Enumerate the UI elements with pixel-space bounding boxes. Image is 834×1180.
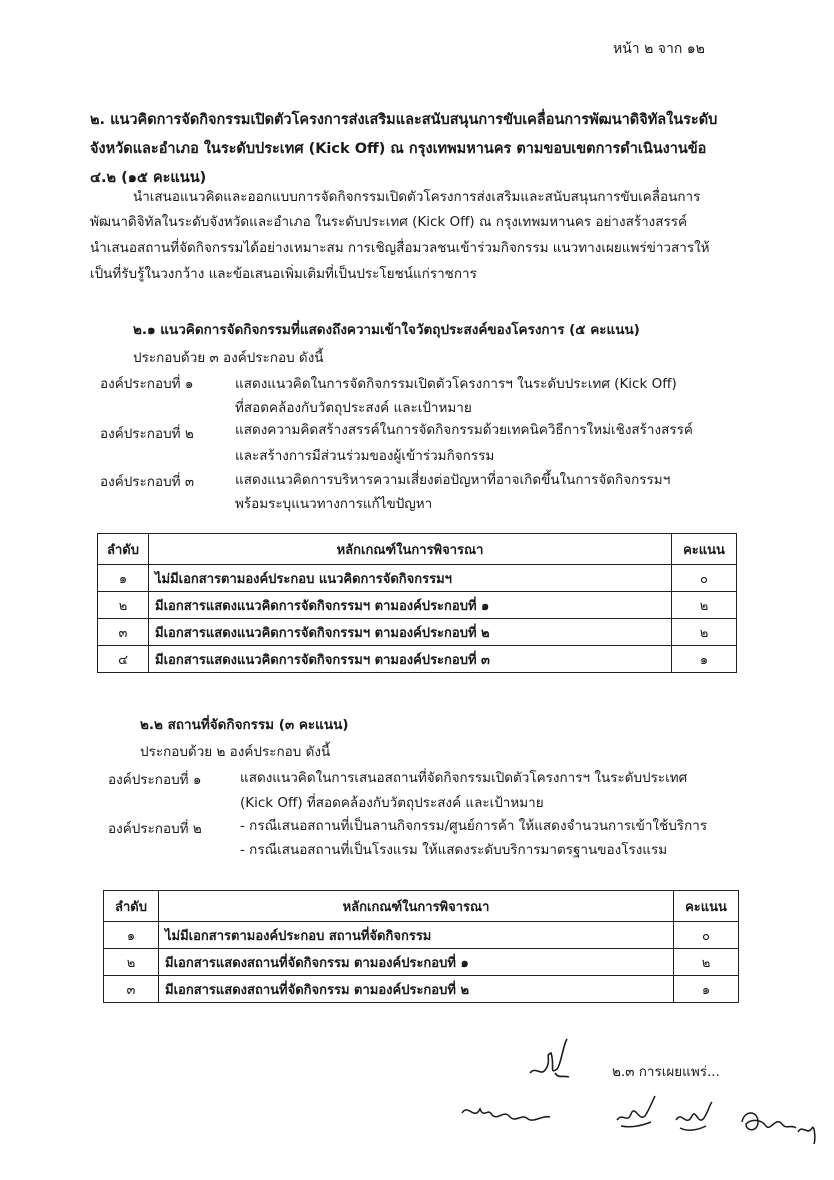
row-score: ๐: [674, 922, 739, 949]
criteria-table-2-1: [97, 533, 737, 673]
table-header: หลักเกณฑ์ในการพิจารณา: [149, 534, 672, 565]
row-score: ๑: [672, 646, 737, 673]
signature: [670, 1098, 715, 1138]
component-label: องค์ประกอบที่ ๒: [100, 426, 194, 442]
intro-line-3: นำเสนอสถานที่จัดกิจกรรมได้อย่างเหมาะสม การเชิญสื่อมวลชนเข้าร่วมกิจกรรม แนวทางเผยแพร่ข่าวสารให้: [90, 240, 710, 256]
signature-initial: [525, 1035, 575, 1085]
row-number: ๑: [104, 922, 159, 949]
page-number: หน้า ๒ จาก ๑๒: [613, 41, 705, 57]
section-heading-line-2: จังหวัดและอำเภอ ในระดับประเทศ (Kick Off) ณ กรุงเทพมหานคร ตามขอบเขตการดำเนินงานข้อ: [90, 141, 707, 157]
signature: [458, 1095, 553, 1135]
component-label: องค์ประกอบที่ ๑: [108, 772, 202, 788]
subsection-2-1-heading: ๒.๑ แนวคิดการจัดกิจกรรมที่แสดงถึงความเข้าใจวัตถุประสงค์ของโครงการ (๕ คะแนน): [133, 322, 640, 338]
row-number: ๓: [104, 976, 159, 1003]
component-label: องค์ประกอบที่ ๑: [100, 376, 194, 392]
intro-line-2: พัฒนาดิจิทัลในระดับจังหวัดและอำเภอ ในระดับประเทศ (Kick Off) ณ กรุงเทพมหานคร อย่างสร้างสรรค์: [90, 214, 688, 230]
table-row: [98, 619, 737, 646]
intro-line-4: เป็นที่รับรู้ในวงกว้าง และข้อเสนอเพิ่มเติมที่เป็นประโยชน์แก่ราชการ: [90, 266, 477, 282]
intro-line-1: นำเสนอแนวคิดและออกแบบการจัดกิจกรรมเปิดตัวโครงการส่งเสริมและสนับสนุนการขับเคลื่อนการ: [133, 189, 701, 205]
row-criterion: มีเอกสารแสดงสถานที่จัดกิจกรรม ตามองค์ประกอบที่ ๑: [159, 949, 674, 976]
subsection-2-2-heading: ๒.๒ สถานที่จัดกิจกรรม (๓ คะแนน): [140, 717, 349, 733]
row-criterion: มีเอกสารแสดงแนวคิดการจัดกิจกรรมฯ ตามองค์ประกอบที่ ๑: [149, 592, 672, 619]
row-score: ๒: [672, 619, 737, 646]
row-criterion: มีเอกสารแสดงสถานที่จัดกิจกรรม ตามองค์ประกอบที่ ๒: [159, 976, 674, 1003]
component-text: และสร้างการมีส่วนร่วมของผู้เข้าร่วมกิจกรรม: [235, 448, 495, 464]
component-text: แสดงแนวคิดในการเสนอสถานที่จัดกิจกรรมเปิดตัวโครงการฯ ในระดับประเทศ: [240, 770, 688, 786]
table-header-row: [104, 891, 739, 922]
table-row: [98, 592, 737, 619]
section-heading-line-3: ๔.๒ (๑๕ คะแนน): [90, 170, 207, 186]
table-header: หลักเกณฑ์ในการพิจารณา: [159, 891, 674, 922]
subsection-2-1-composed-of: ประกอบด้วย ๓ องค์ประกอบ ดังนี้: [133, 350, 324, 366]
row-number: ๒: [104, 949, 159, 976]
row-number: ๒: [98, 592, 149, 619]
table-header: คะแนน: [674, 891, 739, 922]
row-number: ๔: [98, 646, 149, 673]
row-score: ๑: [674, 976, 739, 1003]
row-criterion: ไม่มีเอกสารตามองค์ประกอบ แนวคิดการจัดกิจกรรมฯ: [149, 565, 672, 592]
component-text: พร้อมระบุแนวทางการแก้ไขปัญหา: [235, 496, 433, 512]
section-heading-line-1: ๒. แนวคิดการจัดกิจกรรมเปิดตัวโครงการส่งเสริมและสนับสนุนการขับเคลื่อนการพัฒนาดิจิทัลในระดับ: [90, 112, 718, 128]
component-text: - กรณีเสนอสถานที่เป็นโรงแรม ให้แสดงระดับบริการมาตรฐานของโรงแรม: [240, 842, 668, 858]
table-row: [104, 949, 739, 976]
signature: [738, 1102, 818, 1150]
component-text: แสดงความคิดสร้างสรรค์ในการจัดกิจกรรมด้วยเทคนิควิธีการใหม่เชิงสร้างสรรค์: [235, 422, 693, 438]
row-score: ๒: [674, 949, 739, 976]
row-score: ๒: [672, 592, 737, 619]
component-label: องค์ประกอบที่ ๓: [100, 474, 195, 490]
table-header: ลำดับ: [104, 891, 159, 922]
row-criterion: มีเอกสารแสดงแนวคิดการจัดกิจกรรมฯ ตามองค์ประกอบที่ ๓: [149, 646, 672, 673]
table-header-row: [98, 534, 737, 565]
component-text: ที่สอดคล้องกับวัตถุประสงค์ และเป้าหมาย: [235, 400, 472, 416]
component-text: แสดงแนวคิดในการจัดกิจกรรมเปิดตัวโครงการฯ ในระดับประเทศ (Kick Off): [235, 376, 677, 392]
row-score: ๐: [672, 565, 737, 592]
table-row: [104, 922, 739, 949]
table-header: คะแนน: [672, 534, 737, 565]
continued-note: ๒.๓ การเผยแพร่...: [612, 1064, 720, 1080]
row-criterion: มีเอกสารแสดงแนวคิดการจัดกิจกรรมฯ ตามองค์ประกอบที่ ๒: [149, 619, 672, 646]
component-label: องค์ประกอบที่ ๒: [108, 821, 202, 837]
component-text: (Kick Off) ที่สอดคล้องกับวัตถุประสงค์ และเป้าหมาย: [240, 795, 544, 811]
component-text: แสดงแนวคิดการบริหารความเสี่ยงต่อปัญหาที่อาจเกิดขึ้นในการจัดกิจกรรมฯ: [235, 472, 671, 488]
table-row: [98, 646, 737, 673]
row-number: ๓: [98, 619, 149, 646]
criteria-table-2-2: [103, 890, 739, 1003]
table-row: [104, 976, 739, 1003]
subsection-2-2-composed-of: ประกอบด้วย ๒ องค์ประกอบ ดังนี้: [140, 744, 331, 760]
table-header: ลำดับ: [98, 534, 149, 565]
component-text: - กรณีเสนอสถานที่เป็นลานกิจกรรม/ศูนย์การค้า ให้แสดงจำนวนการเข้าใช้บริการ: [240, 818, 708, 834]
row-number: ๑: [98, 565, 149, 592]
table-row: [98, 565, 737, 592]
row-criterion: ไม่มีเอกสารตามองค์ประกอบ สถานที่จัดกิจกรรม: [159, 922, 674, 949]
signature: [613, 1092, 658, 1132]
